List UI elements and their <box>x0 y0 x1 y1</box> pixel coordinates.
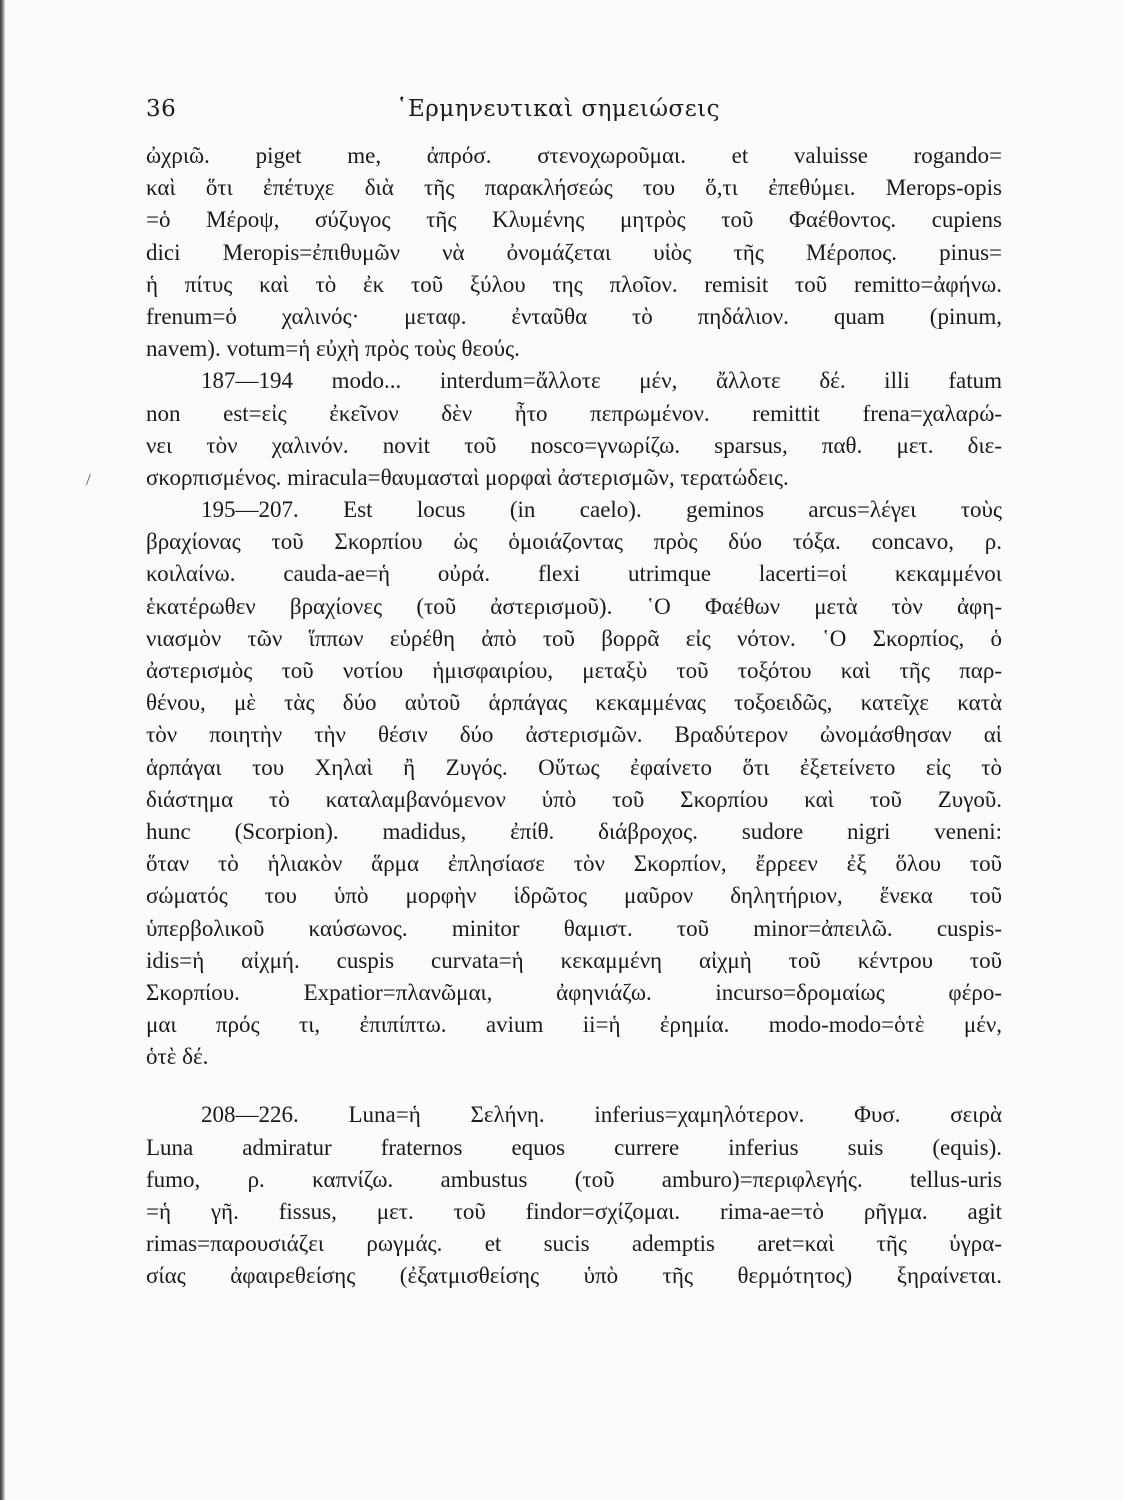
page-left-edge-shadow <box>0 0 5 1500</box>
text-line: non est=εἰς ἐκεῖνον δὲν ἦτο πεπρωμένον. remittit frena=χαλαρώ- <box>146 400 1002 426</box>
text-line: ἡ πίτυς καὶ τὸ ἐκ τοῦ ξύλου της πλοῖον. remisit τοῦ remitto=ἀφήνω. <box>146 271 1002 297</box>
text-line: hunc (Scorpion). madidus, ἐπίθ. διάβροχος. sudore nigri veneni: <box>146 818 1002 844</box>
text-line: rimas=παρουσιάζει ρωγμάς. et sucis ademptis aret=καὶ τῆς ὑγρα- <box>146 1231 1002 1257</box>
text-line: ὁτὲ δέ. <box>146 1044 209 1070</box>
text-line: διάστημα τὸ καταλαμβανόμενον ὑπὸ τοῦ Σκορπίου καὶ τοῦ Ζυγοῦ. <box>146 786 1002 812</box>
text-line: navem). votum=ἡ εὐχὴ πρὸς τοὺς θεούς. <box>146 336 520 362</box>
text-line: 187—194 modo... interdum=ἄλλοτε μέν, ἄλλοτε δέ. illi fatum <box>201 368 1002 394</box>
text-line: dici Meropis=ἐπιθυμῶν νὰ ὀνομάζεται υἱὸς τῆς Μέροπος. pinus= <box>146 239 1002 265</box>
text-line: καὶ ὅτι ἐπέτυχε διὰ τῆς παρακλήσεώς του ὅ,τι ἐπεθύμει. Merops-opis <box>146 175 1002 201</box>
page-number: 36 <box>146 96 177 122</box>
paragraph-1 <box>146 140 1002 365</box>
paragraph-2 <box>146 365 1002 494</box>
text-line: idis=ἡ αἰχμή. cuspis curvata=ἡ κεκαμμένη αἰχμὴ τοῦ κέντρου τοῦ <box>146 947 1002 973</box>
text-line: fumo, ρ. καπνίζω. ambustus (τοῦ amburo)=περιφλεγής. tellus-uris <box>146 1166 1002 1192</box>
text-line: νιασμὸν τῶν ἵππων εὑρέθη ἀπὸ τοῦ βορρᾶ εἰς νότον. ῾Ο Σκορπίος, ὁ <box>146 625 1002 651</box>
text-line: σκορπισμένος. miracula=θαυμασταὶ μορφαὶ ἀστερισμῶν, τερατώδεις. <box>146 464 789 490</box>
page-header <box>146 96 1002 132</box>
text-line: θένου, μὲ τὰς δύο αὐτοῦ ἁρπάγας κεκαμμένας τοξοειδῶς, κατεῖχε κατὰ <box>146 690 1002 716</box>
text-line: Σκορπίου. Expatior=πλανῶμαι, ἀφηνιάζω. incurso=δρομαίως φέρο- <box>146 979 1002 1005</box>
text-line: μαι πρός τι, ἐπιπίπτω. avium ii=ἡ ἐρημία. modo-modo=ὁτὲ μέν, <box>146 1012 1002 1038</box>
text-line: ὠχριῶ. piget me, ἀπρόσ. στενοχωροῦμαι. et valuisse rogando= <box>146 143 1002 168</box>
paragraph-3 <box>146 494 1002 1073</box>
commentary-text <box>146 140 1002 1293</box>
text-line: =ὁ Μέροψ, σύζυγος τῆς Κλυμένης μητρὸς τοῦ Φαέθοντος. cupiens <box>146 207 1002 233</box>
text-line: 195—207. Est locus (in caelo). geminos arcus=λέγει τοὺς <box>201 497 1002 523</box>
text-line: σώματός του ὑπὸ μορφὴν ἱδρῶτος μαῦρον δηλητήριον, ἕνεκα τοῦ <box>146 883 1002 909</box>
text-line: τὸν ποιητὴν τὴν θέσιν δύο ἀστερισμῶν. Βραδύτερον ὠνομάσθησαν αἱ <box>146 722 1002 748</box>
text-line: ἁρπάγαι του Χηλαὶ ἢ Ζυγός. Οὕτως ἐφαίνετο ὅτι ἐξετείνετο εἰς τὸ <box>146 754 1002 780</box>
text-line: σίας ἀφαιρεθείσης (ἐξατμισθείσης ὑπὸ τῆς θερμότητος) ξηραίνεται. <box>146 1263 1002 1289</box>
text-line: ὅταν τὸ ἡλιακὸν ἅρμα ἐπλησίασε τὸν Σκορπίον, ἔρρεεν ἐξ ὅλου τοῦ <box>146 851 1002 877</box>
paragraph-gap <box>146 1073 1002 1099</box>
text-line: =ἡ γῆ. fissus, μετ. τοῦ findor=σχίζομαι. rima-ae=τὸ ρῆγμα. agit <box>146 1199 1002 1224</box>
text-line: κοιλαίνω. cauda-ae=ἡ οὐρά. flexi utrimque lacerti=οἱ κεκαμμένοι <box>146 561 1002 587</box>
text-line: νει τὸν χαλινόν. novit τοῦ nosco=γνωρίζω. sparsus, παθ. μετ. διε- <box>146 432 1002 458</box>
text-line: frenum=ὁ χαλινός· μεταφ. ἐνταῦθα τὸ πηδάλιον. quam (pinum, <box>146 303 1002 329</box>
text-line: ἑκατέρωθεν βραχίονες (τοῦ ἀστερισμοῦ). ῾Ο Φαέθων μετὰ τὸν ἀφη- <box>146 593 1002 619</box>
text-line: ἀστερισμὸς τοῦ νοτίου ἡμισφαιρίου, μεταξὺ τοῦ τοξότου καὶ τῆς παρ- <box>146 658 1002 683</box>
margin-pencil-mark: / <box>86 470 91 489</box>
running-title: ῾Ερμηνευτικαὶ σημειώσεις <box>396 96 721 122</box>
text-line: βραχίονας τοῦ Σκορπίου ὡς ὁμοιάζοντας πρὸς δύο τόξα. concavo, ρ. <box>146 529 1002 555</box>
paragraph-4 <box>146 1099 1002 1292</box>
text-line: Luna admiratur fraternos equos currere inferius suis (equis). <box>146 1134 1002 1160</box>
text-line: ὑπερβολικοῦ καύσωνος. minitor θαμιστ. τοῦ minor=ἀπειλῶ. cuspis- <box>146 915 1002 941</box>
text-line: 208—226. Luna=ἡ Σελήνη. inferius=χαμηλότερον. Φυσ. σειρὰ <box>201 1102 1002 1128</box>
